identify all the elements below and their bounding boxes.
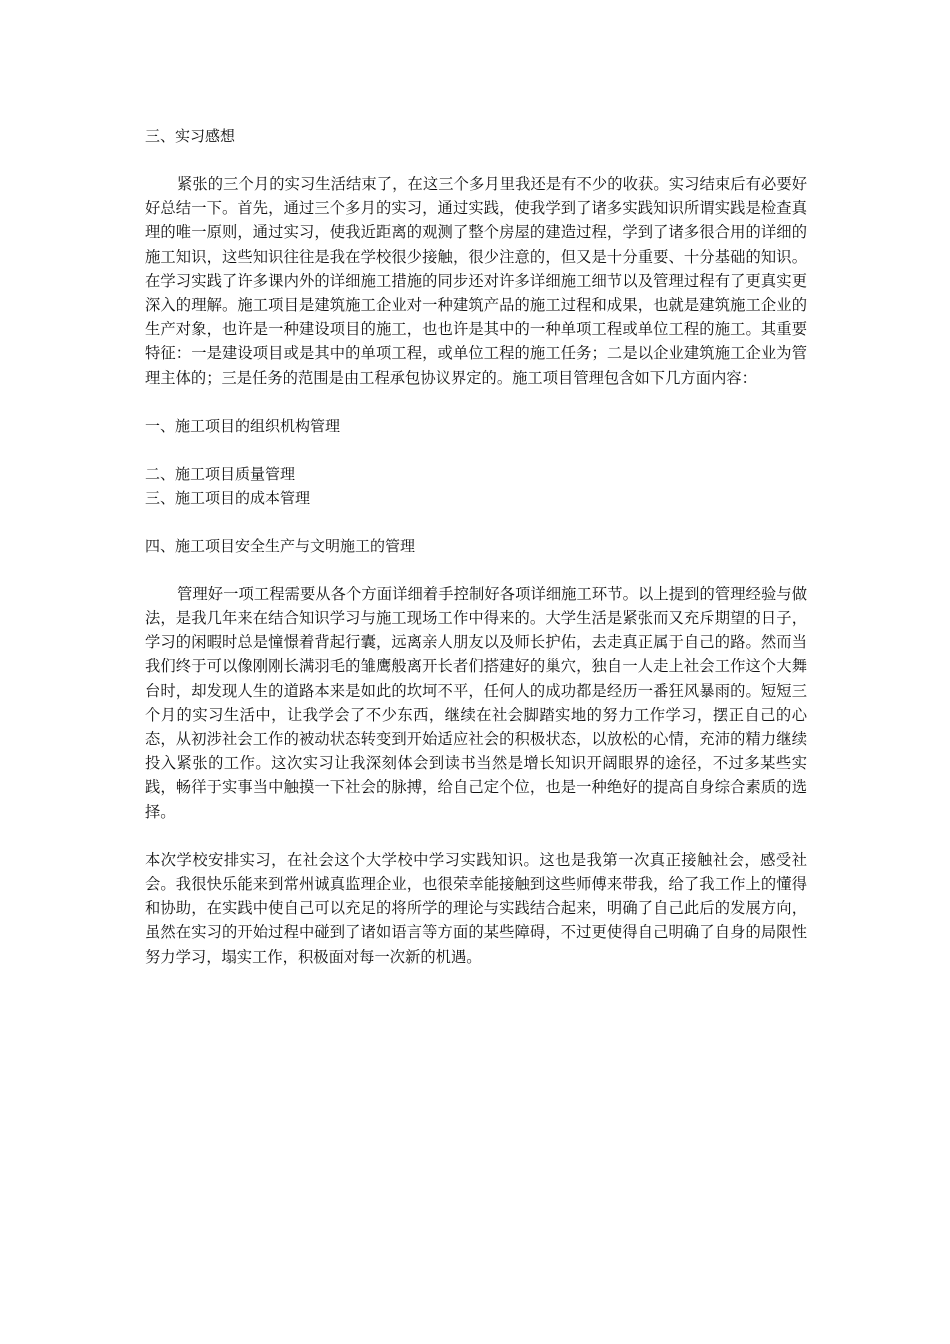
list-item-cost: 三、施工项目的成本管理 [145,488,311,507]
paragraph-school-arrangement: 本次学校安排实习，在社会这个大学校中学习实践知识。这也是我第一次真正接触社会，感受社会。我很快乐能来到常州诚真监理企业，也很荣幸能接触到这些师傅来带我，给了我工作上的懂得和协助，在实践中使自己可以充足的将所学的理论与实践结合起来，明确了自己此后的发展方向，虽然在实习的开始过程中碰到了诸如语言等方面的某些障碍，不过更使得自己明确了自身的局限性努力学习，塌实工作，积极面对每一次新的机遇。 [145,850,807,966]
section-title: 三、实习感想 [145,127,236,145]
paragraph-internship-summary: 紧张的三个月的实习生活结束了，在这三个多月里我还是有不少的收获。实习结束后有必要好好总结一下。首先，通过三个多月的实习，通过实践，使我学到了诸多实践知识所谓实践是检查真理的唯一原则，通过实习，使我近距离的观测了整个房屋的建造过程，学到了诸多很合用的详细的施工知识，这些知识往往是我在学校很少接触，很少注意的，但又是十分重要、十分基础的知识。在学习实践了许多课内外的详细施工措施的同步还对许多详细施工细节以及管理过程有了更真实更深入的理解。施工项目是建筑施工企业对一种建筑产品的施工过程和成果，也就是建筑施工企业的生产对象，也许是一种建设项目的施工，也也许是其中的一种单项工程或单位工程的施工。其重要特征：一是建设项目或是其中的单项工程，或单位工程的施工任务；二是以企业建筑施工企业为管理主体的；三是任务的范围是由工程承包协议界定的。施工项目管理包含如下几方面内容： [145,175,807,387]
paragraph-management-reflection: 管理好一项工程需要从各个方面详细着手控制好各项详细施工环节。以上提到的管理经验与做法，是我几年来在结合知识学习与施工现场工作中得来的。大学生活是紧张而又充斥期望的日子，学习的闲暇时总是憧憬着背起行囊，远离亲人朋友以及师长护佑，去走真正属于自己的路。然而当我们终于可以像刚刚长满羽毛的雏鹰般离开长者们搭建好的巢穴，独自一人走上社会工作这个大舞台时，却发现人生的道路本来是如此的坎坷不平，任何人的成功都是经历一番狂风暴雨的。短短三个月的实习生活中，让我学会了不少东西，继续在社会脚踏实地的努力工作学习，摆正自己的心态，从初涉社会工作的被动状态转变到开始适应社会的积极状态，以放松的心情，充沛的精力继续投入紧张的工作。这次实习让我深刻体会到读书当然是增长知识开阔眼界的途径，不过多某些实践，畅徉于实事当中触摸一下社会的脉搏，给自己定个位，也是一种绝好的提高自身综合素质的选择。 [145,584,807,821]
list-item-organization: 一、施工项目的组织机构管理 [145,416,341,435]
spacer [145,148,807,172]
list-item-quality: 二、施工项目质量管理 [145,464,296,483]
spacer [145,438,807,462]
spacer [145,390,807,414]
document-page [145,124,807,969]
list-item-safety: 四、施工项目安全生产与文明施工的管理 [145,536,416,555]
spacer [145,510,807,534]
spacer [145,558,807,582]
spacer [145,824,807,848]
